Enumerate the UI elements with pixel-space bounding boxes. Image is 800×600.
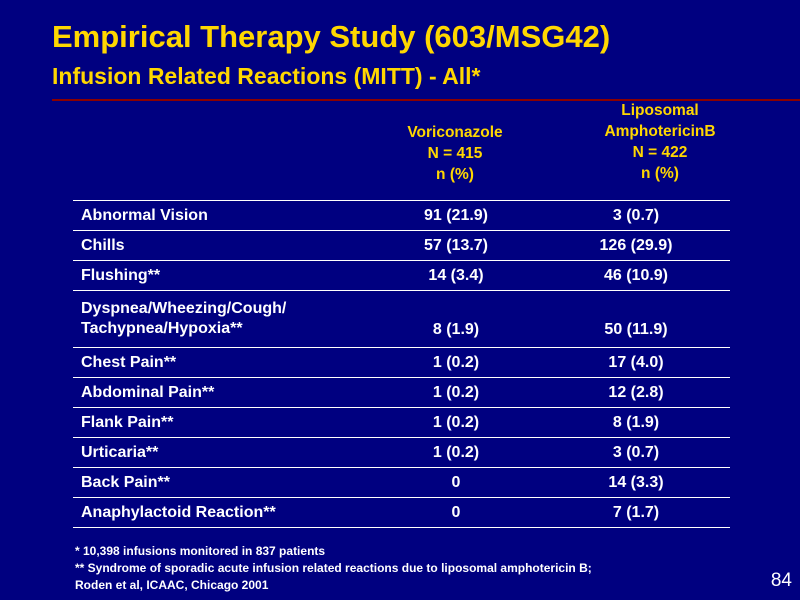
header-line: N = 422	[632, 144, 688, 161]
table-row	[73, 201, 730, 231]
amphotericin-value: 3 (0.7)	[542, 438, 730, 468]
voriconazole-value: 0	[370, 468, 542, 498]
page-number: 84	[770, 570, 792, 591]
reaction-label: Flank Pain**	[73, 408, 370, 438]
amphotericin-value: 3 (0.7)	[542, 201, 730, 231]
amphotericin-value: 14 (3.3)	[542, 468, 730, 498]
reaction-label: Flushing**	[73, 261, 370, 291]
amphotericin-value: 46 (10.9)	[542, 261, 730, 291]
voriconazole-value: 1 (0.2)	[370, 408, 542, 438]
voriconazole-value: 14 (3.4)	[370, 261, 542, 291]
amphotericin-value: 50 (11.9)	[542, 291, 730, 348]
table-row	[73, 498, 730, 528]
table-row	[73, 231, 730, 261]
voriconazole-value: 1 (0.2)	[370, 378, 542, 408]
slide-subtitle: Infusion Related Reactions (MITT) - All*	[52, 63, 481, 89]
voriconazole-value: 8 (1.9)	[370, 291, 542, 348]
header-line: N = 415	[427, 145, 483, 162]
reaction-label: Abdominal Pain**	[73, 378, 370, 408]
amphotericin-value: 7 (1.7)	[542, 498, 730, 528]
header-line: n (%)	[641, 165, 679, 182]
voriconazole-value: 0	[370, 498, 542, 528]
footnote: * 10,398 infusions monitored in 837 patients	[75, 544, 326, 558]
table-row	[73, 378, 730, 408]
reaction-label: Urticaria**	[73, 438, 370, 468]
voriconazole-value: 1 (0.2)	[370, 348, 542, 378]
reactions-table	[73, 200, 730, 528]
reaction-label: Abnormal Vision	[73, 201, 370, 231]
amphotericin-value: 126 (29.9)	[542, 231, 730, 261]
reaction-label: Dyspnea/Wheezing/Cough/ Tachypnea/Hypoxia**	[73, 291, 370, 348]
table-row	[73, 468, 730, 498]
footnotes	[75, 543, 592, 594]
footnote: ** Syndrome of sporadic acute infusion related reactions due to liposomal amphotericin B;	[75, 561, 592, 575]
header-line: Liposomal	[621, 102, 699, 119]
amphotericin-value: 8 (1.9)	[542, 408, 730, 438]
table-row	[73, 291, 730, 348]
table-row	[73, 408, 730, 438]
reaction-label: Back Pain**	[73, 468, 370, 498]
header-line: Voriconazole	[407, 124, 503, 141]
voriconazole-value: 1 (0.2)	[370, 438, 542, 468]
amphotericin-value: 12 (2.8)	[542, 378, 730, 408]
footnote: Roden et al, ICAAC, Chicago 2001	[75, 578, 269, 592]
reaction-label: Chills	[73, 231, 370, 261]
table-row	[73, 261, 730, 291]
slide-title: Empirical Therapy Study (603/MSG42)	[52, 19, 611, 54]
table-row	[73, 438, 730, 468]
voriconazole-value: 91 (21.9)	[370, 201, 542, 231]
table-row	[73, 348, 730, 378]
reaction-label: Chest Pain**	[73, 348, 370, 378]
amphotericin-value: 17 (4.0)	[542, 348, 730, 378]
voriconazole-value: 57 (13.7)	[370, 231, 542, 261]
column-header-voriconazole	[370, 122, 540, 185]
header-line: n (%)	[436, 166, 474, 183]
reaction-label: Anaphylactoid Reaction**	[73, 498, 370, 528]
header-line: AmphotericinB	[604, 123, 716, 140]
column-header-liposomal-amphotericin	[580, 100, 740, 184]
